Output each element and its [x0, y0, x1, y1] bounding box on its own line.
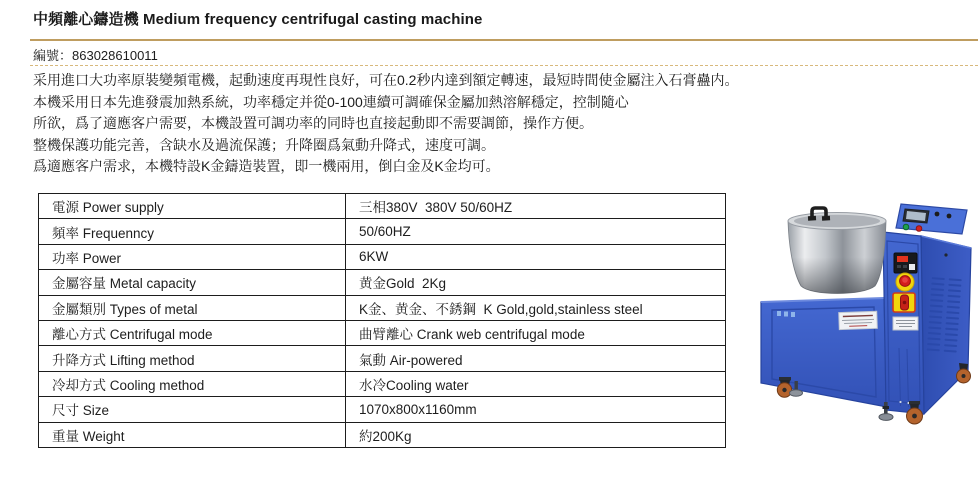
temperature-controller	[894, 253, 917, 273]
page-title: 中頻離心鑄造機 Medium frequency centrifugal casting machine	[33, 11, 483, 28]
description-line: 本機采用日本先進發震加熱系統，功率穩定并從0-100連續可調確保金屬加熱溶解穩定，控制隨心	[33, 93, 629, 110]
table-row	[39, 219, 726, 244]
base-name-plate	[839, 311, 878, 329]
spec-value: 氣動 Air-powered	[346, 346, 726, 371]
spec-label: 金屬類別 Types of metal	[39, 295, 346, 320]
rotary-power-switch	[893, 293, 915, 312]
description-line: 整機保護功能完善，含缺水及過流保護；升降圈爲氣動升降式，速度可調。	[33, 136, 495, 153]
machine-illustration	[753, 198, 977, 438]
table-row	[39, 194, 726, 219]
machine-console-panel	[896, 204, 967, 234]
table-row	[39, 270, 726, 295]
table-row	[39, 397, 726, 422]
spec-value: 50/60HZ	[346, 219, 726, 244]
table-row	[39, 320, 726, 345]
spec-table-body	[39, 194, 726, 448]
description-line: 采用進口大功率原裝變頻電機，起動速度再現性良好，可在0.2秒内達到額定轉速，最短時間使金屬注入石膏蠱内。	[33, 72, 739, 88]
spec-value: 三相380V 380V 50/60HZ	[346, 194, 726, 219]
spec-value: 黄金Gold 2Kg	[346, 270, 726, 295]
spec-label: 電源 Power supply	[39, 194, 346, 219]
spec-label: 尺寸 Size	[39, 397, 346, 422]
spec-value: K金、黄金、不銹鋼 K Gold,gold,stainless steel	[346, 295, 726, 320]
spec-label: 重量 Weight	[39, 422, 346, 447]
spec-value: 1070x800x1160mm	[346, 397, 726, 422]
spec-label: 金屬容量 Metal capacity	[39, 270, 346, 295]
table-row	[39, 295, 726, 320]
tower-label	[893, 317, 918, 330]
spec-label: 升降方式 Lifting method	[39, 346, 346, 371]
spec-value: 6KW	[346, 244, 726, 269]
spec-label: 冷却方式 Cooling method	[39, 371, 346, 396]
spec-value: 曲臂離心 Crank web centrifugal mode	[346, 320, 726, 345]
divider-solid	[30, 39, 978, 41]
spec-label: 頻率 Frequenncy	[39, 219, 346, 244]
table-row	[39, 244, 726, 269]
divider-dashed	[30, 65, 978, 66]
emergency-stop-button	[896, 273, 914, 291]
spec-value: 水冷Cooling water	[346, 371, 726, 396]
machine-crucible-bowl	[788, 208, 886, 294]
description-line: 爲適應客户需求，本機特設K金鑄造裝置，即一機兩用，倒白金及K金均可。	[33, 158, 500, 175]
serial-number: 編號：863028610011	[33, 48, 158, 63]
table-row	[39, 371, 726, 396]
machine-control-tower	[883, 232, 971, 414]
spec-label: 離心方式 Centrifugal mode	[39, 320, 346, 345]
description-line: 所欲，爲了適應客户需要，本機設置可調功率的同時也直接起動即不需要調節，操作方便。	[33, 115, 593, 132]
product-description	[33, 70, 973, 178]
spec-table	[38, 193, 726, 448]
spec-label: 功率 Power	[39, 244, 346, 269]
product-photo	[753, 198, 977, 438]
table-row	[39, 346, 726, 371]
table-row	[39, 422, 726, 447]
spec-value: 約200Kg	[346, 422, 726, 447]
